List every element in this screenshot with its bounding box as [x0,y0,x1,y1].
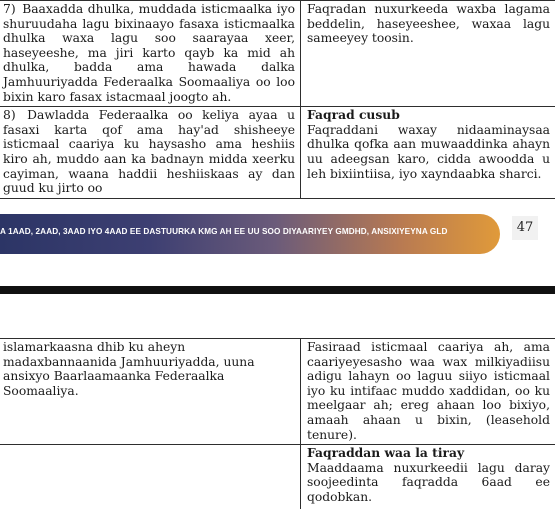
table-cell-left [0,339,301,445]
table-cell-right [301,1,555,107]
separator-bar [0,286,555,294]
table-cell-left [0,1,301,107]
clause-number: 8) [3,108,16,123]
table-cell-left [0,445,301,509]
commentary-text: Faqradan nuxurkeeda waxba lagama beddelin, haseyeeshee, waxaa lagu sameeyey toosin. [307,2,550,46]
table-cell-left [0,107,301,199]
page-number: 47 [512,216,538,240]
constitution-comparison-table-top [0,0,555,199]
commentary-heading: Faqraddan waa la tiray [307,445,465,461]
commentary-text: Faqraddani waxay nidaaminaysaa dhulka qofka aan muwaaddinka ahayn uu adeegsan karo, cidda awoodda u leh bixiintiisa, iyo xayndaabka sharci. [307,122,550,181]
constitution-comparison-table-bottom [0,338,555,509]
footer-band [0,214,500,254]
footer-band-text: A 1AAD, 2AAD, 3AAD IYO 4AAD EE DASTUURKA KMG AH EE UU SOO DIYAARIYEY GMDHD, ANSIXIYEYNA GLD [0,227,448,236]
table-row [0,1,555,107]
commentary-text: Fasiraad isticmaal caariya ah, ama caariyeyesasho waa wax milkiyadiisu adigu lahayn oo laguu siiyo isticmaal iyo ku intifaac muddo xaddidan, oo ku meelgaar ah; ereg ahaan loo bixiyo, amaah ahaan u bixin, (leasehold tenure). [307,340,550,442]
table-row [0,445,555,509]
table-row [0,339,555,445]
clause-number: 7) [3,2,16,16]
clause-text: Dawladda Federaalka oo keliya ayaa u fasaxi karta qof ama hay'ad shisheeye isticmaal caariya ku haysasho ama heshiis kiro ah, muddo aan ka badnayn midda xeerku cayiman, waana haddii heshiiskaas ay dan guud ku jirto oo [3,108,295,196]
table-cell-right [301,107,555,199]
clause-text: Baaxadda dhulka, muddada isticmaalka iyo shuruudaha lagu bixinaayo fasaxa isticmaalka dhulka waxa lagu soo saarayaa xeer, haseyeeshe, ma jiri karto qayb ka mid ah dhulka, badda ama hawada dalka Jamhuuriyadda Federaalka Soomaaliya oo loo bixin karo fasax istacmaal joogto ah. [3,2,295,104]
document-page-bottom [0,298,555,509]
commentary-text: Maaddaama nuxurkeedii lagu daray soojeedinta faqradda 6aad ee qodobkan. [307,460,550,504]
clause-text: islamarkaasna dhib ku aheyn madaxbannaanida Jamhuuriyadda, uuna ansixyo Baarlaamaanka Federaalka Soomaaliya. [3,340,255,398]
table-cell-right [301,339,555,445]
page-separator [0,258,555,298]
table-cell-right [301,445,555,509]
commentary-heading: Faqrad cusub [307,107,400,123]
table-row [0,107,555,199]
